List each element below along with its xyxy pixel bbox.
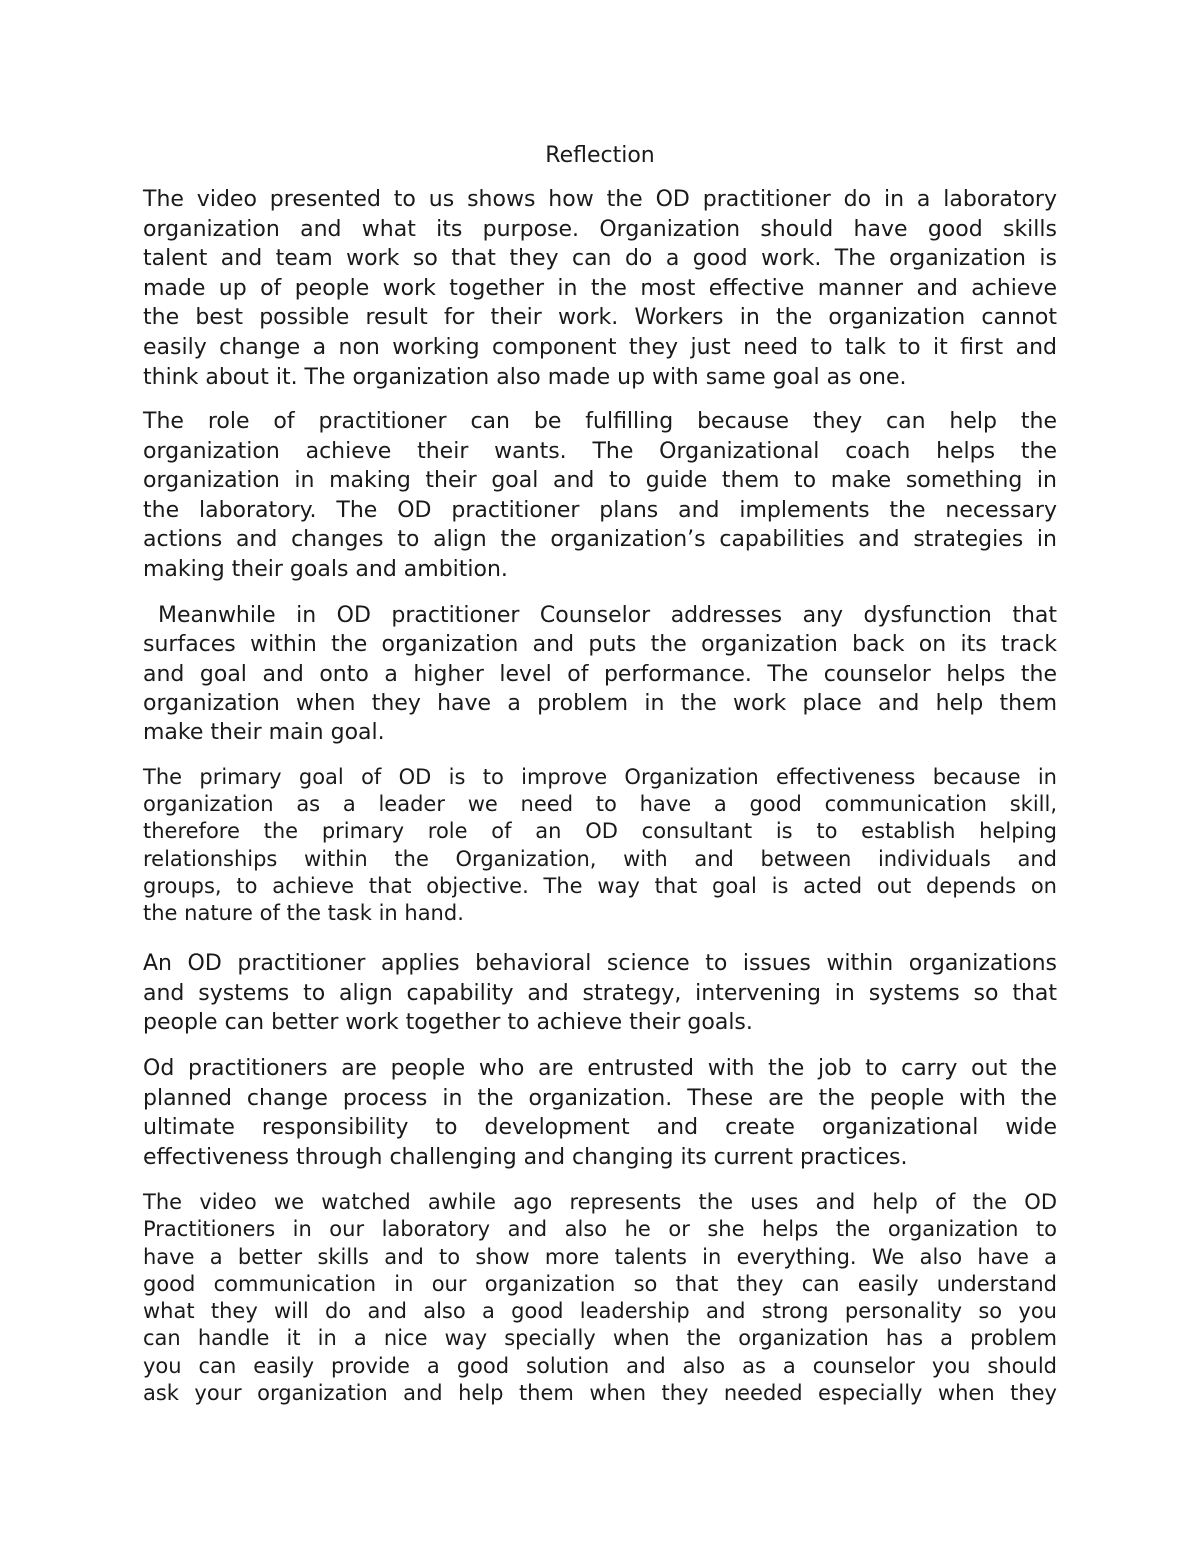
text-line: The role of practitioner can be fulfilling because they can help the — [143, 409, 1057, 434]
text-line: people can better work together to achieve their goals. — [143, 1010, 753, 1036]
paragraph-3 — [143, 601, 1057, 747]
text-line: the best possible result for their work. Workers in the organization cannot — [143, 305, 1057, 331]
text-line: you can easily provide a good solution and also as a counselor you should — [143, 1353, 1057, 1378]
text-line: easily change a non working component they just need to talk to it first and — [143, 334, 1057, 360]
paragraph-1 — [143, 185, 1057, 392]
text-line: organization as a leader we need to have a good communication skill, — [143, 792, 1057, 817]
text-line: making their goals and ambition. — [143, 556, 508, 582]
text-line: make their main goal. — [143, 720, 385, 746]
text-line: organization when they have a problem in the work place and help them — [143, 690, 1057, 716]
document-title: Reflection — [545, 143, 655, 168]
paragraph-6 — [143, 1054, 1057, 1172]
paragraph-2 — [143, 407, 1057, 585]
paragraph-4 — [143, 764, 1057, 927]
text-line: the nature of the task in hand. — [143, 901, 464, 926]
text-line: Od practitioners are people who are entrusted with the job to carry out the — [143, 1056, 1057, 1081]
text-line: what they will do and also a good leadership and strong personality so you — [143, 1299, 1057, 1324]
text-line: The primary goal of OD is to improve Organization effectiveness because in — [143, 765, 1057, 789]
text-line: and systems to align capability and strategy, intervening in systems so that — [143, 980, 1057, 1006]
text-line: surfaces within the organization and puts the organization back on its track — [143, 632, 1057, 658]
text-line: made up of people work together in the most effective manner and achieve — [143, 275, 1057, 301]
text-line: An OD practitioner applies behavioral science to issues within organizations — [143, 951, 1057, 976]
text-line: can handle it in a nice way specially when the organization has a problem — [143, 1326, 1057, 1351]
text-line: Meanwhile in OD practitioner Counselor addresses any dysfunction that — [158, 603, 1057, 628]
text-line: therefore the primary role of an OD consultant is to establish helping — [143, 819, 1057, 844]
text-line: actions and changes to align the organization’s capabilities and strategies in — [143, 527, 1057, 553]
text-line: effectiveness through challenging and changing its current practices. — [143, 1144, 908, 1170]
text-line: good communication in our organization so that they can easily understand — [143, 1271, 1057, 1296]
text-line: The video presented to us shows how the OD practitioner do in a laboratory — [143, 187, 1057, 212]
text-line: groups, to achieve that objective. The way that goal is acted out depends on — [143, 873, 1057, 898]
text-line: organization achieve their wants. The Organizational coach helps the — [143, 438, 1057, 464]
text-line: planned change process in the organization. These are the people with the — [143, 1085, 1057, 1111]
text-line: organization in making their goal and to guide them to make something in — [143, 468, 1057, 494]
text-line: ultimate responsibility to development and create organizational wide — [143, 1115, 1057, 1141]
text-line: and goal and onto a higher level of performance. The counselor helps the — [143, 661, 1057, 687]
text-line: ask your organization and help them when they needed especially when they — [143, 1381, 1057, 1406]
text-line: think about it. The organization also made up with same goal as one. — [143, 364, 907, 390]
paragraph-7 — [143, 1189, 1057, 1407]
text-line: The video we watched awhile ago represents the uses and help of the OD — [143, 1190, 1057, 1214]
text-line: organization and what its purpose. Organization should have good skills — [143, 216, 1057, 242]
text-line: Practitioners in our laboratory and also he or she helps the organization to — [143, 1217, 1057, 1242]
text-line: have a better skills and to show more talents in everything. We also have a — [143, 1244, 1057, 1269]
paragraph-5 — [143, 949, 1057, 1038]
text-line: relationships within the Organization, with and between individuals and — [143, 846, 1057, 871]
text-line: the laboratory. The OD practitioner plans and implements the necessary — [143, 497, 1057, 523]
text-line: talent and team work so that they can do a good work. The organization is — [143, 246, 1057, 272]
